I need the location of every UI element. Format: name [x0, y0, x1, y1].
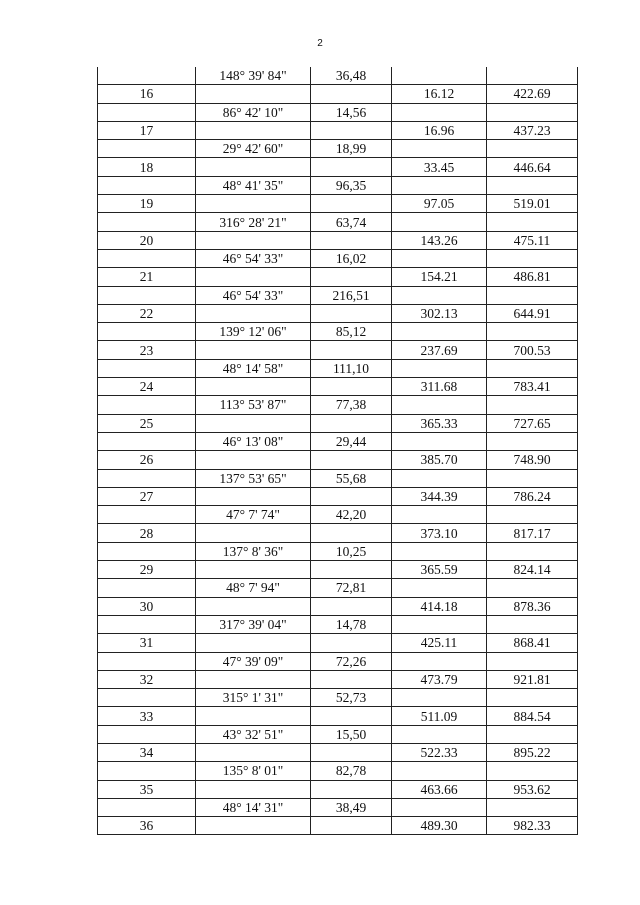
table-row — [98, 323, 578, 341]
y-coordinate-cell — [487, 469, 578, 487]
x-coordinate-cell — [392, 249, 487, 267]
table-row — [98, 176, 578, 194]
y-coordinate-cell — [487, 762, 578, 780]
direction-angle-cell: 317° 39' 04" — [196, 615, 311, 633]
direction-angle-cell — [196, 341, 311, 359]
y-coordinate-cell — [487, 103, 578, 121]
x-coordinate-cell — [392, 506, 487, 524]
direction-angle-cell — [196, 85, 311, 103]
table-row — [98, 615, 578, 633]
distance-cell: 77,38 — [311, 396, 392, 414]
distance-cell: 111,10 — [311, 359, 392, 377]
point-number-cell — [98, 615, 196, 633]
point-number-cell: 23 — [98, 341, 196, 359]
y-coordinate-cell: 824.14 — [487, 561, 578, 579]
y-coordinate-cell — [487, 396, 578, 414]
table-row — [98, 798, 578, 816]
y-coordinate-cell — [487, 798, 578, 816]
distance-cell — [311, 670, 392, 688]
y-coordinate-cell — [487, 359, 578, 377]
direction-angle-cell — [196, 487, 311, 505]
direction-angle-cell — [196, 195, 311, 213]
distance-cell: 42,20 — [311, 506, 392, 524]
table-row — [98, 634, 578, 652]
y-coordinate-cell: 437.23 — [487, 121, 578, 139]
table-row — [98, 158, 578, 176]
x-coordinate-cell — [392, 615, 487, 633]
direction-angle-cell: 46° 13' 08" — [196, 432, 311, 450]
direction-angle-cell: 47° 7' 74" — [196, 506, 311, 524]
distance-cell — [311, 158, 392, 176]
table-row — [98, 451, 578, 469]
point-number-cell: 20 — [98, 231, 196, 249]
y-coordinate-cell: 422.69 — [487, 85, 578, 103]
x-coordinate-cell — [392, 798, 487, 816]
x-coordinate-cell — [392, 689, 487, 707]
point-number-cell: 29 — [98, 561, 196, 579]
table-row — [98, 341, 578, 359]
point-number-cell: 22 — [98, 304, 196, 322]
table-row — [98, 140, 578, 158]
point-number-cell — [98, 542, 196, 560]
point-number-cell: 17 — [98, 121, 196, 139]
x-coordinate-cell — [392, 176, 487, 194]
x-coordinate-cell: 365.59 — [392, 561, 487, 579]
distance-cell — [311, 414, 392, 432]
y-coordinate-cell: 868.41 — [487, 634, 578, 652]
distance-cell: 38,49 — [311, 798, 392, 816]
distance-cell — [311, 451, 392, 469]
distance-cell — [311, 634, 392, 652]
y-coordinate-cell: 982.33 — [487, 817, 578, 835]
y-coordinate-cell — [487, 140, 578, 158]
point-number-cell: 19 — [98, 195, 196, 213]
table-row — [98, 195, 578, 213]
x-coordinate-cell — [392, 103, 487, 121]
point-number-cell — [98, 103, 196, 121]
x-coordinate-cell — [392, 140, 487, 158]
point-number-cell — [98, 396, 196, 414]
table-row — [98, 67, 578, 85]
y-coordinate-cell: 817.17 — [487, 524, 578, 542]
direction-angle-cell — [196, 597, 311, 615]
distance-cell — [311, 268, 392, 286]
direction-angle-cell: 315° 1' 31" — [196, 689, 311, 707]
x-coordinate-cell: 311.68 — [392, 378, 487, 396]
direction-angle-cell: 86° 42' 10" — [196, 103, 311, 121]
y-coordinate-cell: 786.24 — [487, 487, 578, 505]
distance-cell — [311, 85, 392, 103]
table-row — [98, 268, 578, 286]
distance-cell — [311, 378, 392, 396]
point-number-cell: 16 — [98, 85, 196, 103]
y-coordinate-cell — [487, 506, 578, 524]
direction-angle-cell: 43° 32' 51" — [196, 725, 311, 743]
distance-cell: 36,48 — [311, 67, 392, 85]
distance-cell — [311, 780, 392, 798]
x-coordinate-cell: 385.70 — [392, 451, 487, 469]
direction-angle-cell — [196, 304, 311, 322]
direction-angle-cell: 137° 8' 36" — [196, 542, 311, 560]
x-coordinate-cell — [392, 725, 487, 743]
x-coordinate-cell — [392, 396, 487, 414]
y-coordinate-cell — [487, 652, 578, 670]
distance-cell — [311, 561, 392, 579]
table-row — [98, 378, 578, 396]
distance-cell: 18,99 — [311, 140, 392, 158]
distance-cell: 10,25 — [311, 542, 392, 560]
table-body — [98, 67, 578, 835]
distance-cell: 216,51 — [311, 286, 392, 304]
table-row — [98, 762, 578, 780]
distance-cell — [311, 487, 392, 505]
direction-angle-cell: 46° 54' 33" — [196, 249, 311, 267]
y-coordinate-cell: 727.65 — [487, 414, 578, 432]
table-row — [98, 286, 578, 304]
table-row — [98, 487, 578, 505]
distance-cell — [311, 121, 392, 139]
point-number-cell: 35 — [98, 780, 196, 798]
x-coordinate-cell: 473.79 — [392, 670, 487, 688]
table-row — [98, 213, 578, 231]
y-coordinate-cell: 519.01 — [487, 195, 578, 213]
point-number-cell — [98, 689, 196, 707]
table-row — [98, 103, 578, 121]
point-number-cell: 31 — [98, 634, 196, 652]
distance-cell: 72,81 — [311, 579, 392, 597]
x-coordinate-cell — [392, 542, 487, 560]
point-number-cell — [98, 469, 196, 487]
table-row — [98, 670, 578, 688]
direction-angle-cell — [196, 670, 311, 688]
direction-angle-cell — [196, 707, 311, 725]
y-coordinate-cell: 475.11 — [487, 231, 578, 249]
distance-cell: 82,78 — [311, 762, 392, 780]
page-number: 2 — [317, 38, 323, 49]
x-coordinate-cell: 463.66 — [392, 780, 487, 798]
table-row — [98, 652, 578, 670]
table-row — [98, 689, 578, 707]
x-coordinate-cell — [392, 67, 487, 85]
direction-angle-cell — [196, 158, 311, 176]
y-coordinate-cell — [487, 615, 578, 633]
y-coordinate-cell — [487, 323, 578, 341]
distance-cell — [311, 524, 392, 542]
table-row — [98, 469, 578, 487]
x-coordinate-cell — [392, 579, 487, 597]
distance-cell — [311, 597, 392, 615]
y-coordinate-cell — [487, 689, 578, 707]
x-coordinate-cell — [392, 359, 487, 377]
point-number-cell: 18 — [98, 158, 196, 176]
direction-angle-cell — [196, 268, 311, 286]
distance-cell: 16,02 — [311, 249, 392, 267]
y-coordinate-cell — [487, 432, 578, 450]
table-row — [98, 542, 578, 560]
y-coordinate-cell: 895.22 — [487, 743, 578, 761]
table-row — [98, 432, 578, 450]
x-coordinate-cell: 414.18 — [392, 597, 487, 615]
direction-angle-cell: 46° 54' 33" — [196, 286, 311, 304]
direction-angle-cell — [196, 231, 311, 249]
x-coordinate-cell: 511.09 — [392, 707, 487, 725]
point-number-cell — [98, 798, 196, 816]
direction-angle-cell — [196, 524, 311, 542]
direction-angle-cell: 29° 42' 60" — [196, 140, 311, 158]
table-row — [98, 396, 578, 414]
x-coordinate-cell: 154.21 — [392, 268, 487, 286]
x-coordinate-cell: 365.33 — [392, 414, 487, 432]
y-coordinate-cell: 921.81 — [487, 670, 578, 688]
table-row — [98, 304, 578, 322]
point-number-cell — [98, 725, 196, 743]
direction-angle-cell — [196, 121, 311, 139]
table-row — [98, 249, 578, 267]
distance-cell: 14,78 — [311, 615, 392, 633]
distance-cell: 96,35 — [311, 176, 392, 194]
direction-angle-cell — [196, 743, 311, 761]
x-coordinate-cell: 489.30 — [392, 817, 487, 835]
direction-angle-cell: 48° 41' 35" — [196, 176, 311, 194]
point-number-cell — [98, 506, 196, 524]
y-coordinate-cell: 700.53 — [487, 341, 578, 359]
x-coordinate-cell: 302.13 — [392, 304, 487, 322]
y-coordinate-cell — [487, 579, 578, 597]
y-coordinate-cell: 878.36 — [487, 597, 578, 615]
y-coordinate-cell: 884.54 — [487, 707, 578, 725]
table-row — [98, 707, 578, 725]
x-coordinate-cell: 16.12 — [392, 85, 487, 103]
y-coordinate-cell — [487, 176, 578, 194]
table-row — [98, 743, 578, 761]
point-number-cell — [98, 176, 196, 194]
y-coordinate-cell — [487, 249, 578, 267]
x-coordinate-cell: 425.11 — [392, 634, 487, 652]
x-coordinate-cell — [392, 469, 487, 487]
y-coordinate-cell — [487, 542, 578, 560]
distance-cell: 63,74 — [311, 213, 392, 231]
direction-angle-cell — [196, 634, 311, 652]
point-number-cell — [98, 652, 196, 670]
table-row — [98, 85, 578, 103]
distance-cell: 14,56 — [311, 103, 392, 121]
direction-angle-cell: 48° 14' 31" — [196, 798, 311, 816]
x-coordinate-cell — [392, 652, 487, 670]
point-number-cell — [98, 213, 196, 231]
x-coordinate-cell: 344.39 — [392, 487, 487, 505]
table-row — [98, 817, 578, 835]
x-coordinate-cell — [392, 762, 487, 780]
y-coordinate-cell: 783.41 — [487, 378, 578, 396]
direction-angle-cell: 148° 39' 84" — [196, 67, 311, 85]
distance-cell — [311, 707, 392, 725]
point-number-cell: 28 — [98, 524, 196, 542]
table-row — [98, 231, 578, 249]
direction-angle-cell: 48° 7' 94" — [196, 579, 311, 597]
point-number-cell — [98, 323, 196, 341]
point-number-cell — [98, 286, 196, 304]
table-row — [98, 121, 578, 139]
point-number-cell — [98, 67, 196, 85]
distance-cell — [311, 195, 392, 213]
point-number-cell — [98, 432, 196, 450]
coordinates-table — [97, 67, 578, 835]
point-number-cell — [98, 359, 196, 377]
point-number-cell: 32 — [98, 670, 196, 688]
table-row — [98, 579, 578, 597]
distance-cell — [311, 304, 392, 322]
point-number-cell — [98, 579, 196, 597]
distance-cell: 52,73 — [311, 689, 392, 707]
y-coordinate-cell: 644.91 — [487, 304, 578, 322]
x-coordinate-cell: 143.26 — [392, 231, 487, 249]
point-number-cell: 21 — [98, 268, 196, 286]
x-coordinate-cell — [392, 286, 487, 304]
direction-angle-cell — [196, 451, 311, 469]
direction-angle-cell: 137° 53' 65" — [196, 469, 311, 487]
direction-angle-cell — [196, 414, 311, 432]
direction-angle-cell: 47° 39' 09" — [196, 652, 311, 670]
distance-cell — [311, 341, 392, 359]
distance-cell — [311, 231, 392, 249]
x-coordinate-cell — [392, 323, 487, 341]
x-coordinate-cell — [392, 213, 487, 231]
direction-angle-cell: 48° 14' 58" — [196, 359, 311, 377]
coordinates-table-container — [97, 67, 577, 835]
distance-cell: 29,44 — [311, 432, 392, 450]
point-number-cell — [98, 762, 196, 780]
direction-angle-cell: 113° 53' 87" — [196, 396, 311, 414]
y-coordinate-cell — [487, 286, 578, 304]
table-row — [98, 597, 578, 615]
table-row — [98, 561, 578, 579]
direction-angle-cell — [196, 817, 311, 835]
y-coordinate-cell: 486.81 — [487, 268, 578, 286]
point-number-cell — [98, 140, 196, 158]
point-number-cell: 24 — [98, 378, 196, 396]
direction-angle-cell: 316° 28' 21" — [196, 213, 311, 231]
distance-cell — [311, 743, 392, 761]
point-number-cell: 34 — [98, 743, 196, 761]
distance-cell: 15,50 — [311, 725, 392, 743]
table-row — [98, 524, 578, 542]
direction-angle-cell — [196, 378, 311, 396]
y-coordinate-cell — [487, 67, 578, 85]
point-number-cell: 25 — [98, 414, 196, 432]
y-coordinate-cell: 748.90 — [487, 451, 578, 469]
x-coordinate-cell: 522.33 — [392, 743, 487, 761]
table-row — [98, 414, 578, 432]
point-number-cell: 33 — [98, 707, 196, 725]
point-number-cell: 26 — [98, 451, 196, 469]
x-coordinate-cell: 16.96 — [392, 121, 487, 139]
x-coordinate-cell: 33.45 — [392, 158, 487, 176]
table-row — [98, 506, 578, 524]
y-coordinate-cell — [487, 213, 578, 231]
distance-cell — [311, 817, 392, 835]
x-coordinate-cell: 373.10 — [392, 524, 487, 542]
table-row — [98, 725, 578, 743]
distance-cell: 85,12 — [311, 323, 392, 341]
distance-cell: 72,26 — [311, 652, 392, 670]
direction-angle-cell: 135° 8' 01" — [196, 762, 311, 780]
point-number-cell: 36 — [98, 817, 196, 835]
distance-cell: 55,68 — [311, 469, 392, 487]
x-coordinate-cell: 237.69 — [392, 341, 487, 359]
table-row — [98, 780, 578, 798]
x-coordinate-cell — [392, 432, 487, 450]
point-number-cell: 27 — [98, 487, 196, 505]
point-number-cell — [98, 249, 196, 267]
y-coordinate-cell: 446.64 — [487, 158, 578, 176]
direction-angle-cell: 139° 12' 06" — [196, 323, 311, 341]
y-coordinate-cell: 953.62 — [487, 780, 578, 798]
direction-angle-cell — [196, 561, 311, 579]
direction-angle-cell — [196, 780, 311, 798]
point-number-cell: 30 — [98, 597, 196, 615]
x-coordinate-cell: 97.05 — [392, 195, 487, 213]
y-coordinate-cell — [487, 725, 578, 743]
table-row — [98, 359, 578, 377]
